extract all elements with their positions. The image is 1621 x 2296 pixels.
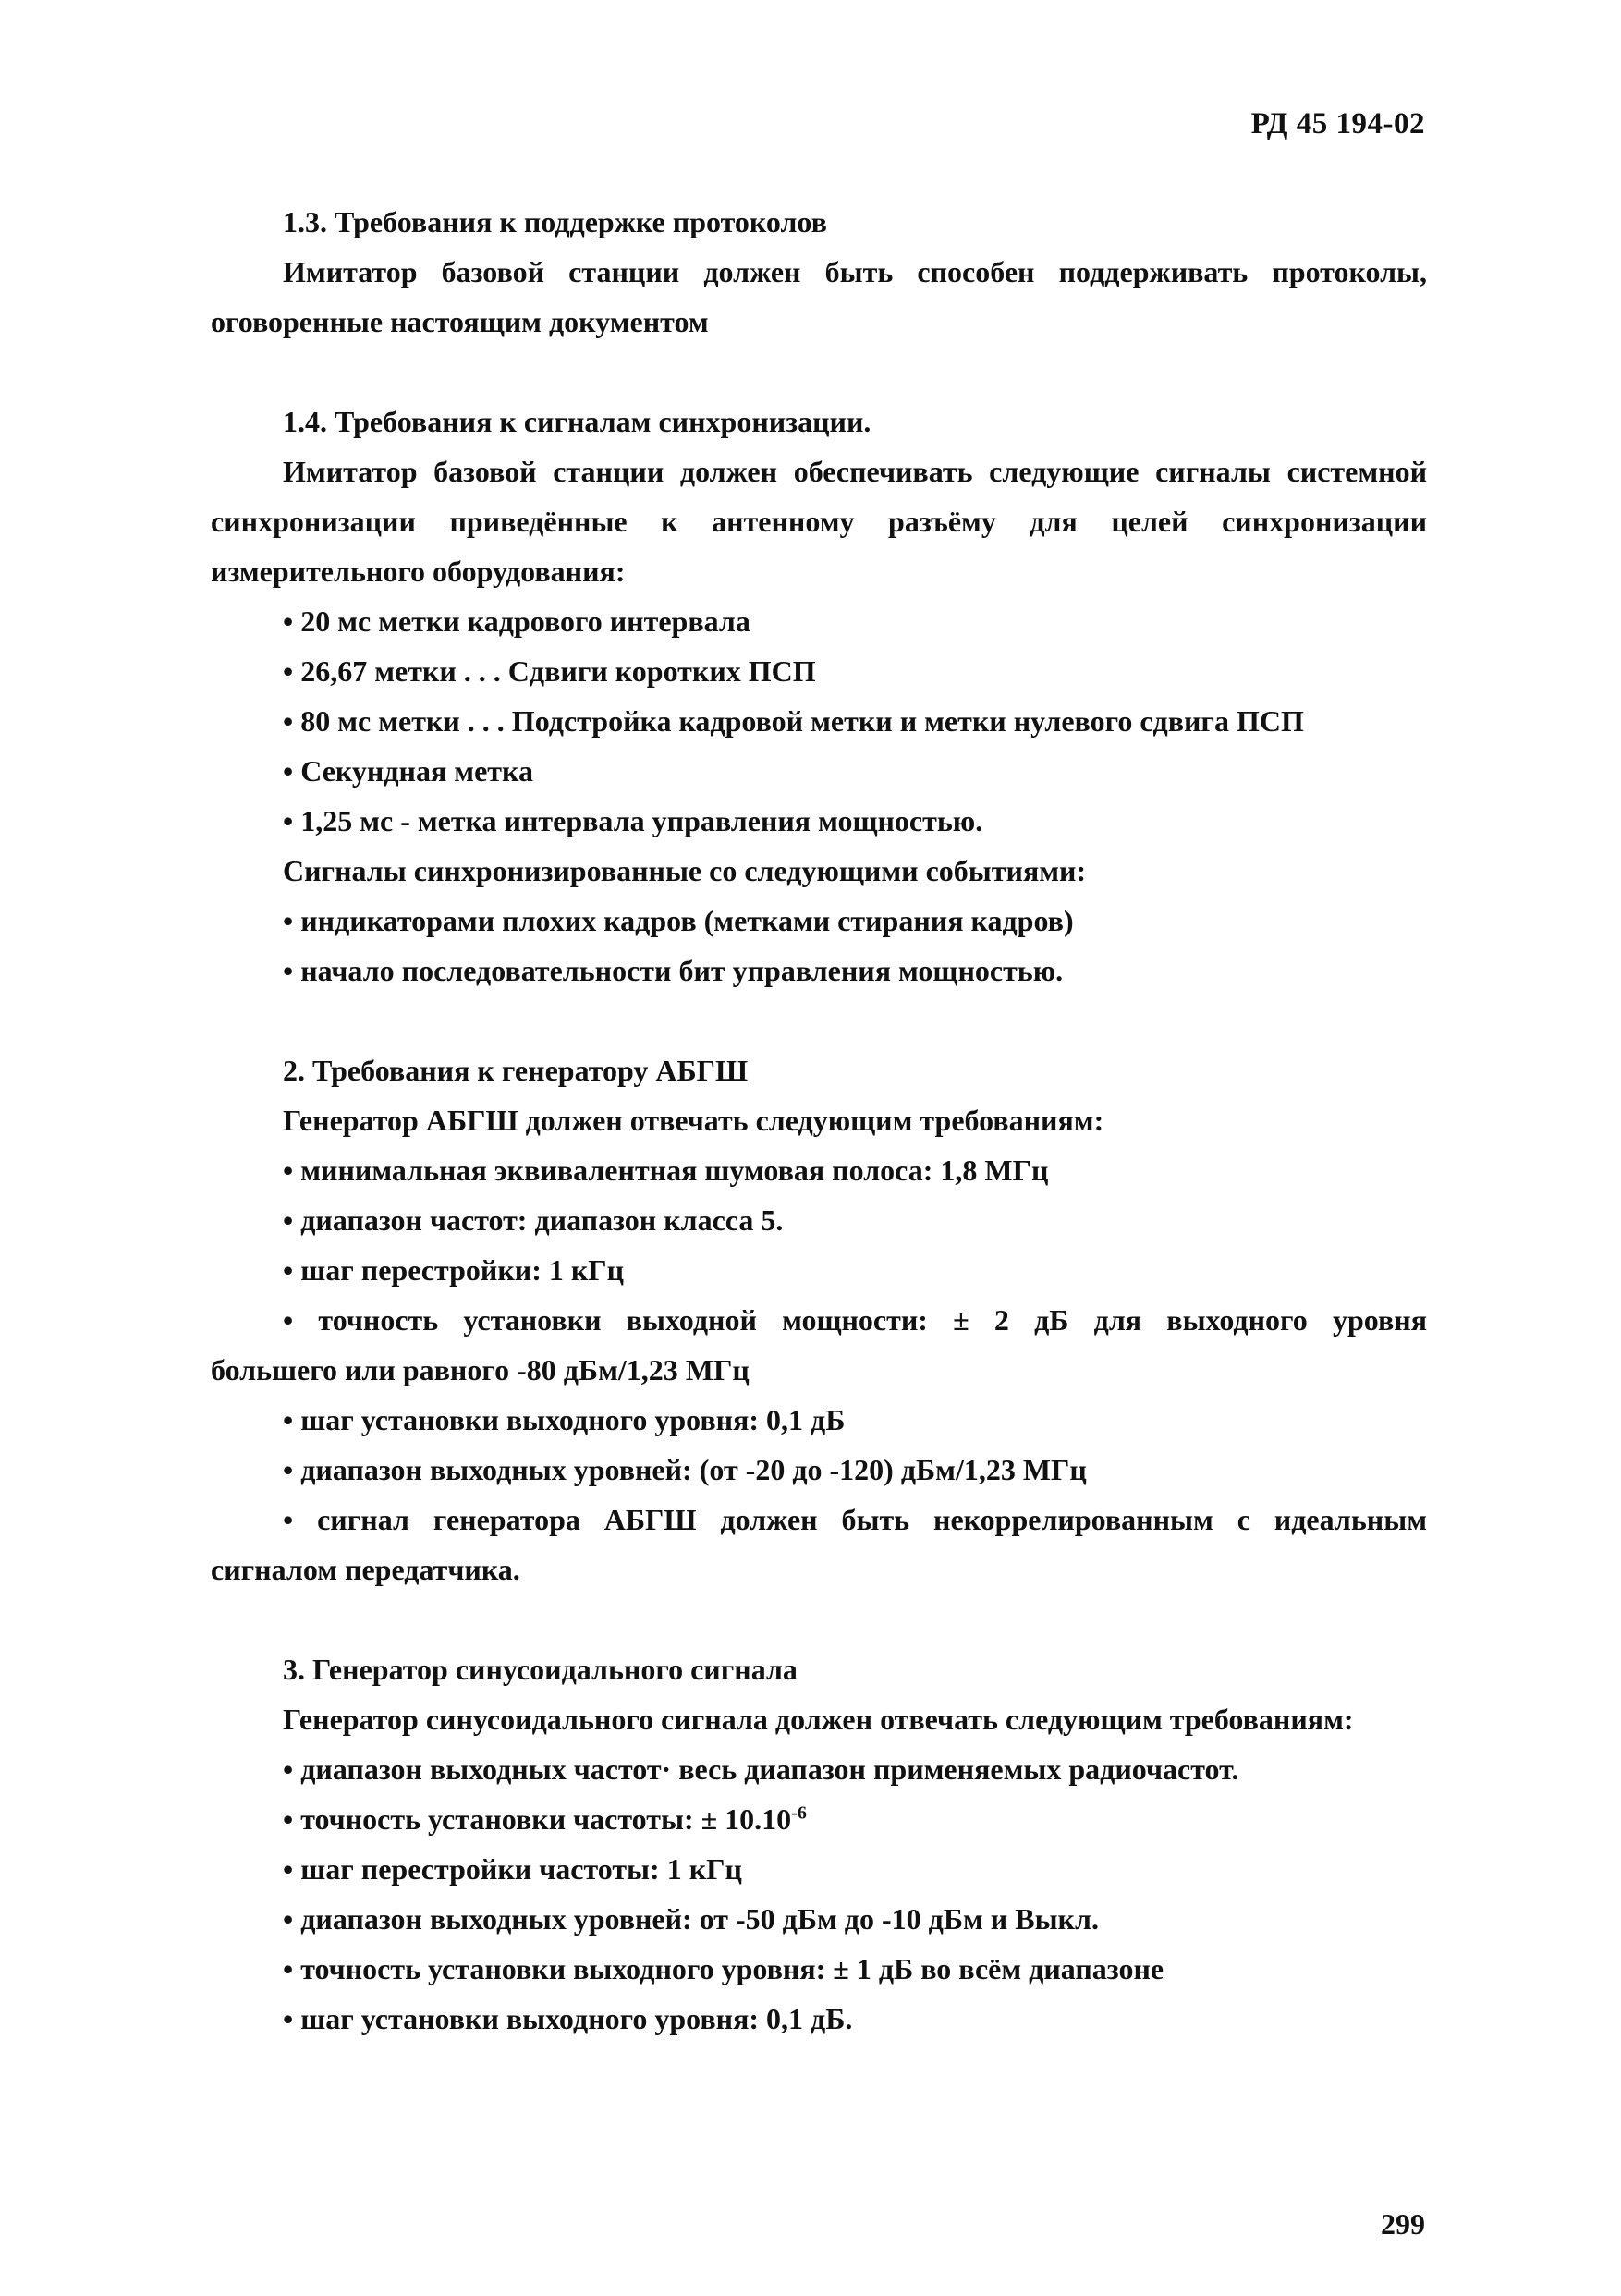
list-item: • диапазон частот: диапазон класса 5. [283, 1203, 784, 1237]
list-item: • диапазон выходных частот· весь диапазон применяемых радиочастот. [283, 1753, 1239, 1786]
list-item: • Секундная метка [283, 754, 533, 788]
list-item: • шаг установки выходного уровня: 0,1 дБ. [283, 2002, 853, 2035]
section-3-title: 3. Генератор синусоидального сигнала [283, 1653, 798, 1686]
list-item: • 20 мс метки кадрового интервала [283, 605, 750, 638]
section-2-intro: Генератор АБГШ должен отвечать следующим требованиям: [283, 1104, 1104, 1137]
list-item: • 26,67 метки . . . Сдвиги коротких ПСП [283, 654, 816, 688]
section-3-intro: Генератор синусоидального сигнала должен отвечать следующим требованиям: [283, 1703, 1354, 1736]
list-item: • шаг перестройки: 1 кГц [283, 1253, 625, 1287]
signal-line-2: сигналом передатчика. [211, 1553, 520, 1586]
section-1-4-para-line-2: синхронизации приведённые к антенному разъёму для целей синхронизации [211, 505, 1427, 538]
document-code: РД 45 194-02 [1250, 107, 1425, 140]
page-number: 299 [1381, 2207, 1425, 2241]
list-item: • минимальная эквивалентная шумовая полоса: 1,8 МГц [283, 1154, 1049, 1187]
list-item: • диапазон выходных уровней: от -50 дБм до -10 дБм и Выкл. [283, 1902, 1099, 1936]
list-item: • диапазон выходных уровней: (от -20 до -120) дБм/1,23 МГц [283, 1453, 1087, 1486]
list-item: • шаг установки выходного уровня: 0,1 дБ [283, 1403, 846, 1436]
section-1-3-title: 1.3. Требования к поддержке протоколов [283, 205, 827, 238]
section-1-3-para-line-2: оговоренные настоящим документом [211, 305, 709, 338]
accuracy-line-2: большего или равного -80 дБм/1,23 МГц [211, 1353, 750, 1386]
section-1-3-para-line-1: Имитатор базовой станции должен быть способен поддерживать протоколы, [283, 255, 1427, 288]
freq-accuracy-exponent: -6 [791, 1802, 807, 1824]
section-1-4-para-line-3: измерительного оборудования: [211, 555, 626, 588]
section-2-title: 2. Требования к генератору АБГШ [283, 1054, 749, 1087]
list-item: • точность установки выходного уровня: ± 1 дБ во всём диапазоне [283, 1952, 1164, 1985]
list-item: • начало последовательности бит управления мощностью. [283, 954, 1064, 987]
section-1-4-para-line-1: Имитатор базовой станции должен обеспечивать следующие сигналы системной [283, 455, 1427, 488]
freq-accuracy-text: • точность установки частоты: ± 10.10 [283, 1802, 792, 1836]
section-1-4-title: 1.4. Требования к сигналам синхронизации. [283, 405, 871, 438]
list-item [211, 1794, 1427, 1844]
events-intro: Сигналы синхронизированные со следующими событиями: [283, 854, 1087, 887]
list-item: • индикаторами плохих кадров (метками стирания кадров) [283, 904, 1074, 937]
accuracy-line-1: • точность установки выходной мощности: ± 2 дБ для выходного уровня [283, 1303, 1427, 1337]
page-content [211, 197, 1427, 2044]
list-item: • шаг перестройки частоты: 1 кГц [283, 1852, 742, 1886]
list-item: • 1,25 мс - метка интервала управления мощностью. [283, 804, 983, 837]
list-item: • 80 мс метки . . . Подстройка кадровой метки и метки нулевого сдвига ПСП [283, 704, 1304, 738]
signal-line-1: • сигнал генератора АБГШ должен быть некоррелированным с идеальным [283, 1503, 1427, 1536]
